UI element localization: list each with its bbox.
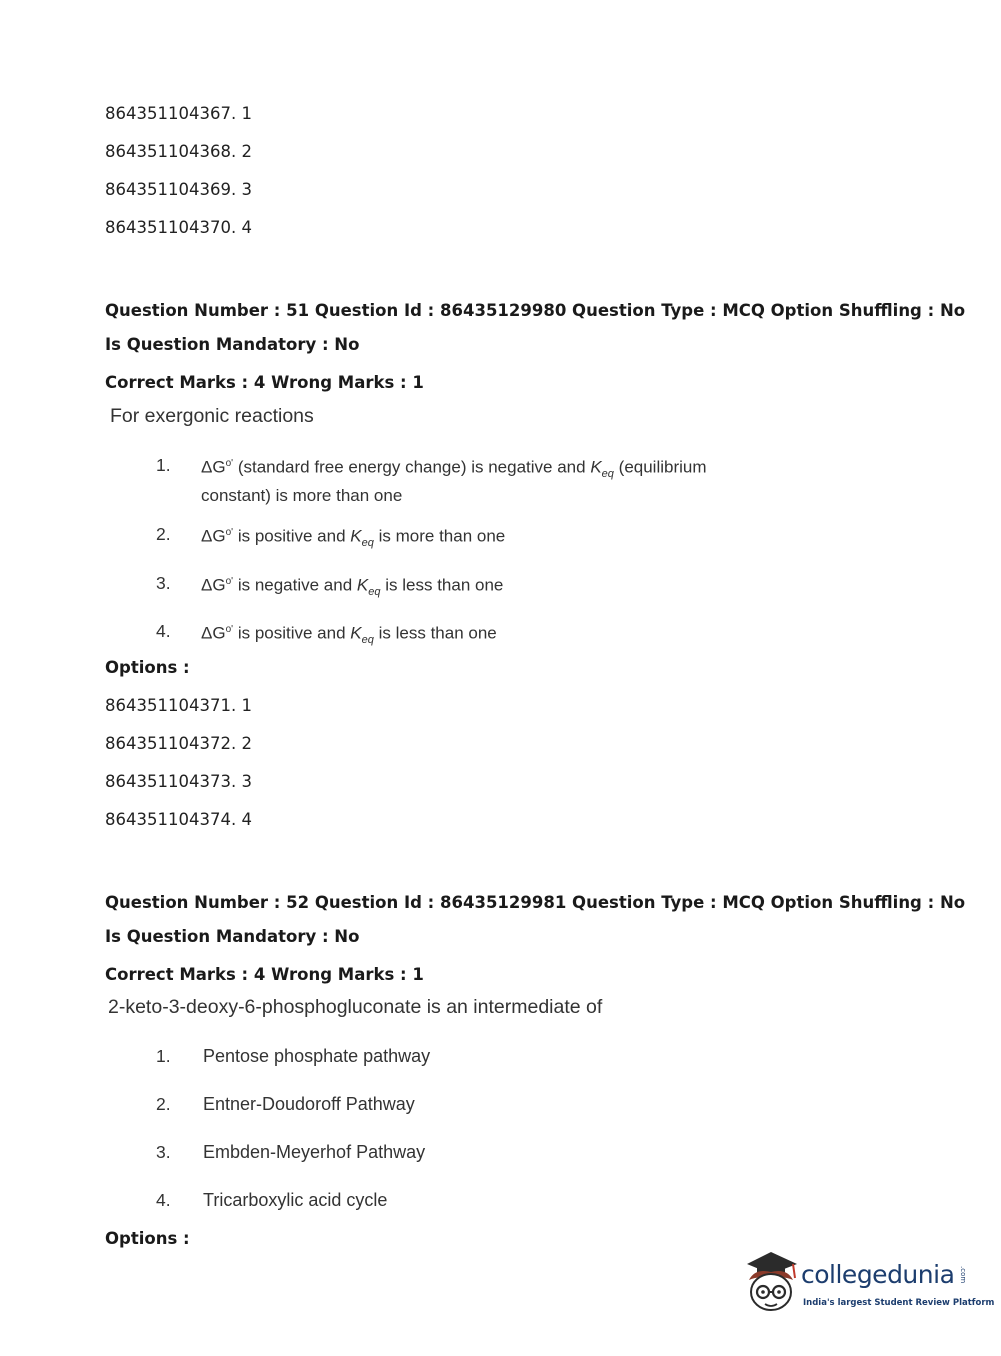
q52-choice-3: Embden-Meyerhof Pathway (203, 1142, 426, 1162)
q51-option-id-4: 864351104374. 4 (105, 810, 252, 829)
q51-header: Question Number : 51 Question Id : 86435129980 Question Type : MCQ Option Shuffling : No (105, 301, 966, 320)
q52-options-label: Options : (105, 1229, 190, 1248)
q51-option-id-1: 864351104371. 1 (105, 696, 252, 715)
logo-name: collegedunia (801, 1260, 955, 1289)
q51-marks: Correct Marks : 4 Wrong Marks : 1 (105, 373, 424, 392)
q52-choice-4: Tricarboxylic acid cycle (203, 1190, 388, 1210)
option-id-3: 864351104369. 3 (105, 180, 252, 199)
q51-options-label: Options : (105, 658, 190, 677)
q51-choice-1-num: 1. (156, 455, 171, 475)
q52-header: Question Number : 52 Question Id : 86435129981 Question Type : MCQ Option Shuffling : No (105, 893, 966, 912)
q51-mandatory: Is Question Mandatory : No (105, 335, 360, 354)
q51-choice-3-num: 3. (156, 573, 171, 593)
logo-tagline: India's largest Student Review Platform (803, 1298, 995, 1308)
q51-choice-2-num: 2. (156, 524, 171, 544)
q51-choice-4-num: 4. (156, 621, 171, 641)
q52-choice-2-num: 2. (156, 1094, 171, 1114)
q52-mandatory: Is Question Mandatory : No (105, 927, 360, 946)
q51-choice-2: $\Delta G^{o'}$ is positive and $K_{eq}$ is more than one (201, 526, 506, 550)
q52-choice-3-num: 3. (156, 1142, 171, 1162)
q51-question: For exergonic reactions (110, 405, 314, 427)
q52-choice-1-num: 1. (156, 1046, 171, 1066)
q51-choice-1: $\Delta G^{o'}$ (standard free energy change) is negative and $K_{eq}$ (equilibrium constant) is more than one (201, 457, 707, 506)
q52-choice-1: Pentose phosphate pathway (203, 1046, 431, 1066)
q51-choice-4: $\Delta G^{o'}$ is positive and $K_{eq}$ is less than one (201, 623, 497, 647)
option-id-4: 864351104370. 4 (105, 218, 252, 237)
collegedunia-logo[interactable] (741, 1250, 995, 1320)
q52-question: 2-keto-3-deoxy-6-phosphogluconate is an intermediate of (108, 996, 603, 1018)
q51-option-id-2: 864351104372. 2 (105, 734, 252, 753)
q52-choice-4-num: 4. (156, 1190, 171, 1210)
option-id-2: 864351104368. 2 (105, 142, 252, 161)
logo-com: .com (959, 1266, 967, 1284)
q52-marks: Correct Marks : 4 Wrong Marks : 1 (105, 965, 424, 984)
q51-option-id-3: 864351104373. 3 (105, 772, 252, 791)
option-id-1: 864351104367. 1 (105, 104, 252, 123)
q51-choice-3: $\Delta G^{o'}$ is negative and $K_{eq}$ is less than one (201, 575, 504, 599)
q52-choice-2: Entner-Doudoroff Pathway (203, 1094, 415, 1114)
mascot-icon (741, 1250, 801, 1316)
